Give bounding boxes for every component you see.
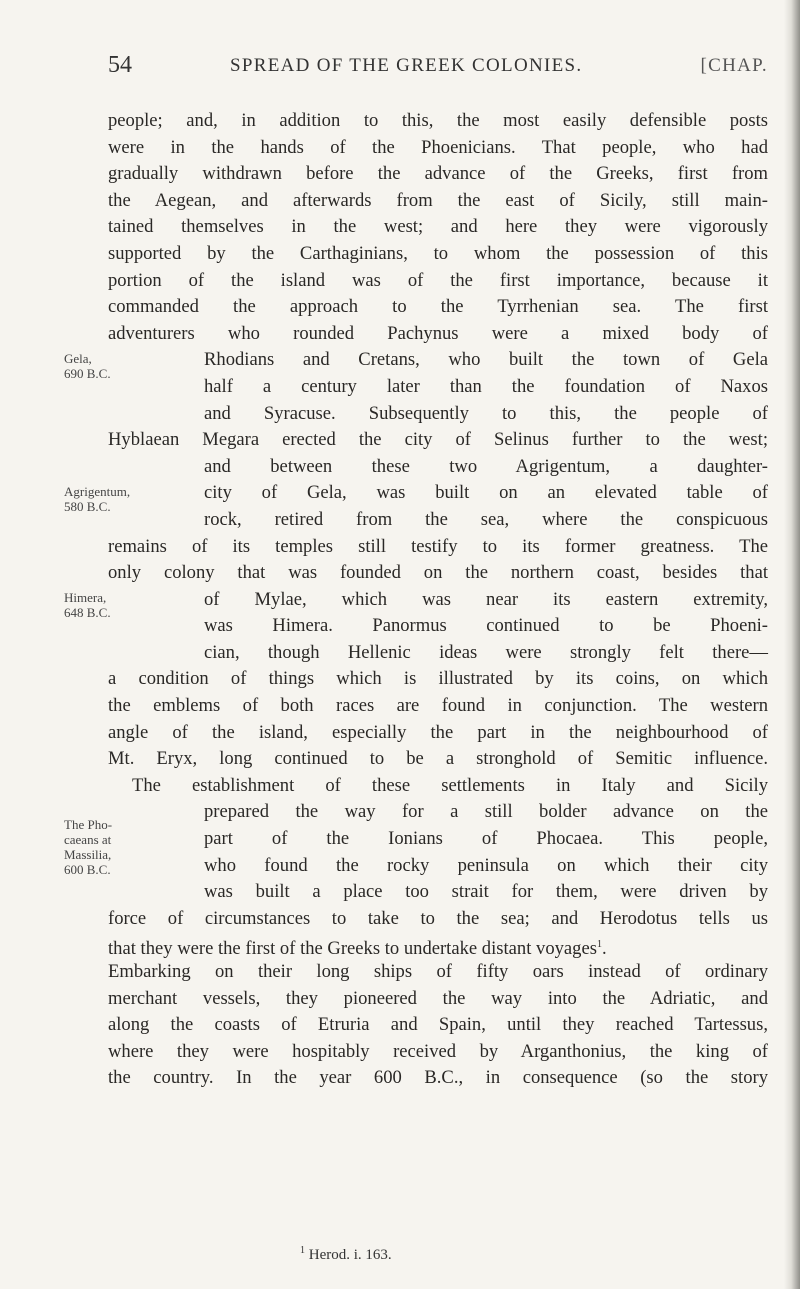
text-line: the emblems of both races are found in conjunction. The western [108, 695, 768, 717]
text-line: and Syracuse. Subsequently to this, the people of [204, 402, 768, 424]
text-line: were in the hands of the Phoenicians. That people, who had [108, 136, 768, 158]
sidenote-line: Massilia, [64, 847, 112, 862]
text-line: Hyblaean Megara erected the city of Selinus further to the west; [108, 429, 768, 451]
footnote-marker: 1 [300, 1245, 305, 1256]
text-line: supported by the Carthaginians, to whom the possession of this [108, 242, 768, 264]
text-line: portion of the island was of the first importance, because it [108, 269, 768, 291]
text-line: only colony that was founded on the northern coast, besides that [108, 562, 768, 584]
text-line: rock, retired from the sea, where the conspicuous [204, 508, 768, 530]
sidenote-line: The Pho- [64, 817, 113, 832]
running-head: SPREAD OF THE GREEK COLONIES. [230, 55, 583, 76]
body-text [108, 108, 768, 1092]
sidenote-line: 580 B.C. [64, 499, 111, 514]
text-line: merchant vessels, they pioneered the way into the Adriatic, and [108, 987, 768, 1009]
text-line-with-footnote-ref: that they were the first of the Greeks to undertake distant voyages$^1$. [108, 938, 607, 960]
sidenote-agrigentum [64, 484, 130, 514]
text-line: commanded the approach to the Tyrrhenian sea. The first [108, 296, 768, 318]
text-line: along the coasts of Etruria and Spain, until they reached Tartessus, [108, 1014, 768, 1036]
text-line: the country. In the year 600 B.C., in consequence (so the story [108, 1067, 768, 1089]
sidenote-himera [64, 590, 111, 620]
text-line: tained themselves in the west; and here they were vigorously [108, 216, 768, 238]
text-line: where they were hospitably received by Arganthonius, the king of [108, 1040, 768, 1062]
text-line: city of Gela, was built on an elevated table of [204, 482, 768, 504]
text-line: cian, though Hellenic ideas were strongly felt there— [204, 641, 768, 663]
page-number: 54 [108, 52, 132, 78]
text-line: of Mylae, which was near its eastern extremity, [204, 588, 768, 610]
text-line: Embarking on their long ships of fifty oars instead of ordinary [108, 961, 768, 982]
sidenote-line: 648 B.C. [64, 605, 111, 620]
sidenote-line: Himera, [64, 590, 107, 605]
text-line: a condition of things which is illustrated by its coins, on which [108, 668, 768, 690]
sidenote-phocaeans [64, 817, 112, 877]
footnote-text: Herod. i. 163. [308, 1247, 392, 1263]
text-line: The establishment of these settlements in Italy and Sicily [132, 774, 768, 796]
text-line: prepared the way for a still bolder advance on the [204, 801, 768, 823]
sidenote-line: Agrigentum, [64, 484, 131, 499]
text-line: Rhodians and Cretans, who built the town of Gela [204, 349, 768, 371]
chapter-marker: [CHAP. [700, 55, 768, 76]
text-line: angle of the island, especially the part in the neighbourhood of [108, 721, 768, 743]
text-line: the Aegean, and afterwards from the east of Sicily, still main- [108, 189, 768, 211]
sidenote-line: 600 B.C. [64, 862, 111, 877]
page-header [108, 52, 768, 82]
text-line: Mt. Eryx, long continued to be a stronghold of Semitic influence. [108, 748, 768, 770]
text-line-content: that they were the first of the Greeks to undertake distant voyages [108, 938, 597, 960]
page-edge-shadow [784, 0, 800, 1289]
text-line: and between these two Agrigentum, a daughter- [204, 455, 768, 477]
sidenote-gela [64, 351, 111, 381]
text-line: remains of its temples still testify to its former greatness. The [108, 535, 768, 557]
footnote-reference: 1 [596, 939, 602, 951]
text-line: who found the rocky peninsula on which their city [204, 854, 768, 876]
text-line: force of circumstances to take to the sea; and Herodotus tells us [108, 907, 768, 929]
sidenote-line: 690 B.C. [64, 366, 111, 381]
text-line: gradually withdrawn before the advance of the Greeks, first from [108, 163, 768, 185]
sidenote-line: Gela, [64, 351, 92, 366]
text-line: was built a place too strait for them, were driven by [204, 881, 768, 903]
sidenote-line: caeans at [64, 832, 112, 847]
text-line: adventurers who rounded Pachynus were a mixed body of [108, 322, 768, 344]
text-line: was Himera. Panormus continued to be Phoeni- [204, 615, 768, 637]
footnote [300, 1245, 392, 1264]
text-line: half a century later than the foundation of Naxos [204, 375, 768, 397]
text-line: people; and, in addition to this, the most easily defensible posts [108, 110, 768, 131]
text-line: part of the Ionians of Phocaea. This people, [204, 828, 768, 850]
